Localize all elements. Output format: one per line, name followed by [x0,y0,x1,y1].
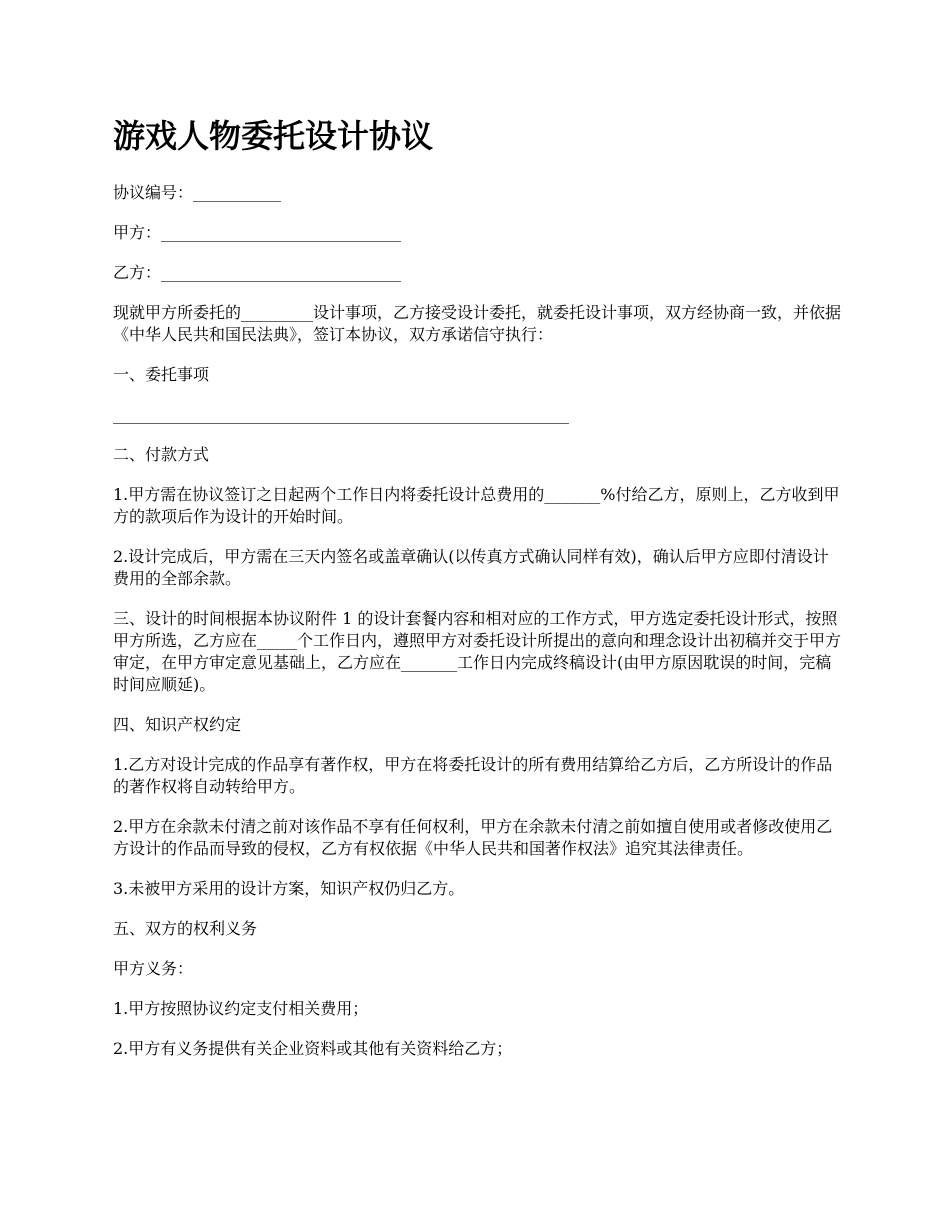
section-2-heading: 二、付款方式 [113,445,210,464]
section-1-blank-line: _________________________________________________________ [113,405,569,424]
party-a-duty-2: 2.甲方有义务提供有关企业资料或其他有关资料给乙方； [113,1039,513,1058]
party-a-line: 甲方：______________________________ [113,223,402,242]
section-4-heading: 四、知识产权约定 [113,715,242,734]
document-page [113,108,843,1078]
section-2-item-2: 2.设计完成后，甲方需在三天内签名或盖章确认(以传真方式确认同样有效)，确认后甲方应即付清设计费用的全部余款。 [113,547,829,588]
party-a-duties-heading: 甲方义务： [113,959,194,978]
agreement-number-line: 协议编号：___________ [113,183,282,202]
party-a-duty-1: 1.甲方按照协议约定支付相关费用； [113,999,369,1018]
section-4-item-1: 1.乙方对设计完成的作品享有著作权，甲方在将委托设计的所有费用结算给乙方后，乙方所设计的作品的著作权将自动转给甲方。 [113,755,833,796]
section-2-item-1: 1.甲方需在协议签订之日起两个工作日内将委托设计总费用的_______%付给乙方，原则上，乙方收到甲方的款项后作为设计的开始时间。 [113,485,840,526]
intro-paragraph: 现就甲方所委托的_________设计事项，乙方接受设计委托，就委托设计事项，双方经协商一致，并依据《中华人民共和国民法典》，签订本协议，双方承诺信守执行： [113,303,842,344]
section-1-heading: 一、委托事项 [113,365,210,384]
section-4-item-3: 3.未被甲方采用的设计方案，知识产权仍归乙方。 [113,879,465,898]
section-4-item-2: 2.甲方在余款未付清之前对该作品不享有任何权利，甲方在余款未付清之前如擅自使用或者修改使用乙方设计的作品而导致的侵权，乙方有权依据《中华人民共和国著作权法》追究其法律责任。 [113,817,833,858]
section-5-heading: 五、双方的权利义务 [113,919,258,938]
party-b-line: 乙方：______________________________ [113,263,402,282]
section-3-paragraph: 三、设计的时间根据本协议附件 1 的设计套餐内容和相对应的工作方式，甲方选定委托设计形式，按照甲方所选，乙方应在_____个工作日内，遵照甲方对委托设计所提出的意向和理念设计出初稿并交于甲方审定，在甲方审定意见基础上，乙方应在_______工作日内完成终稿设计(由甲方原因耽误的时间，完稿时间应顺延)。 [113,609,842,694]
document-title: 游戏人物委托设计协议 [113,117,434,155]
